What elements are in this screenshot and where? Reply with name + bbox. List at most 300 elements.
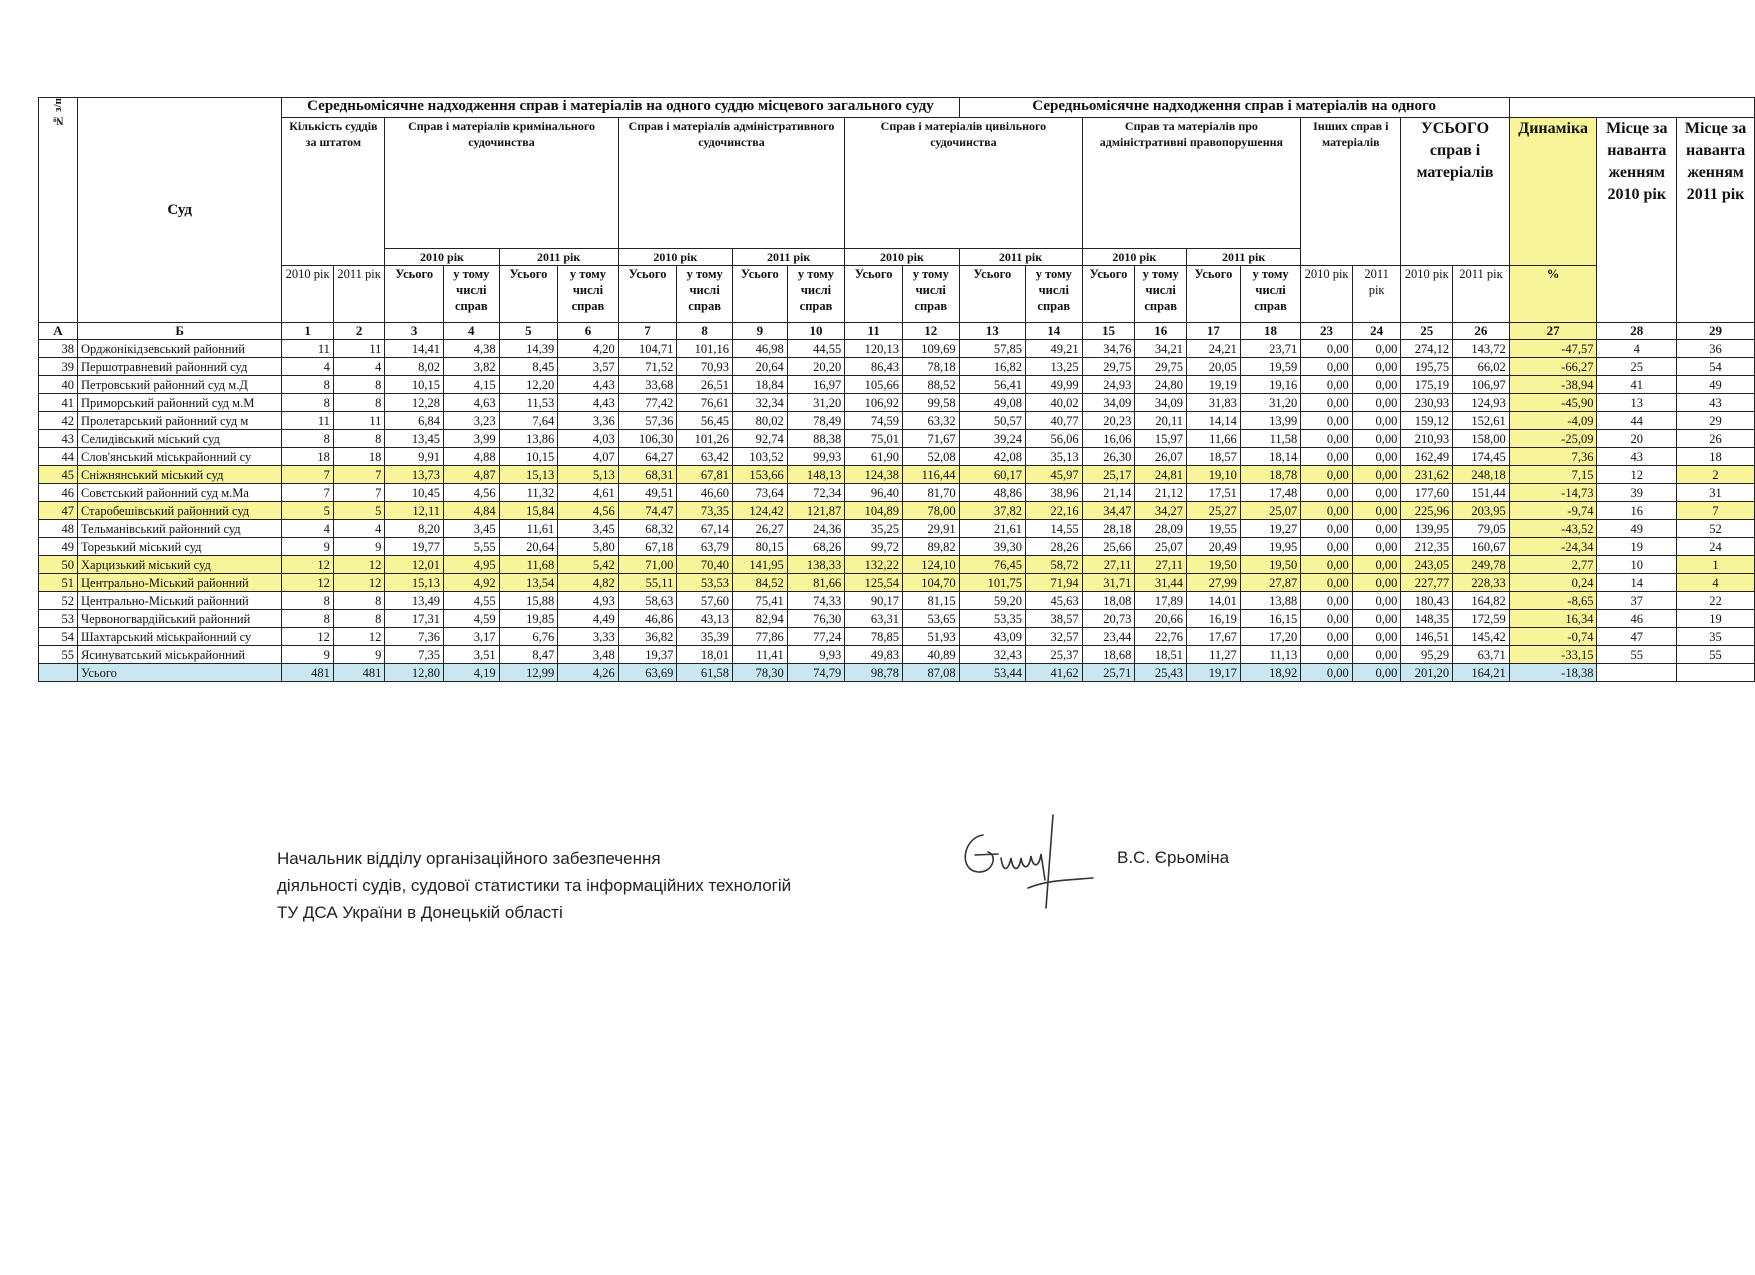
value-cell: 0,00 <box>1301 628 1353 646</box>
row-number: 38 <box>39 340 78 358</box>
value-cell: 101,26 <box>677 430 733 448</box>
value-cell: 274,12 <box>1401 340 1453 358</box>
column-number: 6 <box>558 323 618 340</box>
value-cell: 146,51 <box>1401 628 1453 646</box>
value-cell: 29,75 <box>1135 358 1187 376</box>
value-cell: 51,93 <box>902 628 959 646</box>
value-cell: 68,26 <box>787 538 845 556</box>
value-cell: 27,99 <box>1187 574 1241 592</box>
place-2010-cell: 12 <box>1597 466 1677 484</box>
value-cell: 57,60 <box>677 592 733 610</box>
total-row <box>39 664 1755 682</box>
value-cell: 0,00 <box>1352 466 1401 484</box>
value-cell: 35,13 <box>1026 448 1083 466</box>
column-number: 27 <box>1509 323 1597 340</box>
value-cell: 4,56 <box>558 502 618 520</box>
value-cell: 3,82 <box>444 358 500 376</box>
judges-2010: 12 <box>282 574 334 592</box>
value-cell: 152,61 <box>1453 412 1510 430</box>
value-cell: 8,02 <box>385 358 444 376</box>
footer-line-2: діяльності судів, судової статистики та інформаційних технологій <box>277 876 792 895</box>
table-row <box>39 358 1755 376</box>
value-cell: 96,40 <box>845 484 903 502</box>
value-cell: 31,83 <box>1187 394 1241 412</box>
civil-header: Справ і матеріалів цивільного судочинства <box>845 118 1082 249</box>
value-cell: 0,00 <box>1301 484 1353 502</box>
column-number: 2 <box>333 323 384 340</box>
value-cell: 4,15 <box>444 376 500 394</box>
row-number: 44 <box>39 448 78 466</box>
sub-incl: у тому числі справ <box>1026 266 1083 323</box>
place-2010-cell: 55 <box>1597 646 1677 664</box>
sub-all: Усього <box>959 266 1025 323</box>
value-cell: 12,28 <box>385 394 444 412</box>
value-cell: 12,99 <box>499 664 558 682</box>
value-cell: 4,92 <box>444 574 500 592</box>
judges-2010: 8 <box>282 610 334 628</box>
row-number: 52 <box>39 592 78 610</box>
judges-2011: 8 <box>333 376 384 394</box>
value-cell: 68,32 <box>618 520 677 538</box>
value-cell: 20,64 <box>732 358 787 376</box>
value-cell: 58,63 <box>618 592 677 610</box>
dynamics-cell: -43,52 <box>1509 520 1597 538</box>
value-cell: 20,11 <box>1135 412 1187 430</box>
value-cell: 38,96 <box>1026 484 1083 502</box>
court-name: Старобешівський районний суд <box>78 502 282 520</box>
value-cell: 11,41 <box>732 646 787 664</box>
value-cell: 71,67 <box>902 430 959 448</box>
year-2011: 2011 рік <box>499 249 618 266</box>
value-cell: 4,59 <box>444 610 500 628</box>
dynamics-cell: 16,34 <box>1509 610 1597 628</box>
column-number: 26 <box>1453 323 1510 340</box>
table-row <box>39 520 1755 538</box>
value-cell: 95,29 <box>1401 646 1453 664</box>
court-name: Першотравневий районний суд <box>78 358 282 376</box>
value-cell: 76,30 <box>787 610 845 628</box>
place-2011-cell: 19 <box>1677 610 1755 628</box>
value-cell: 16,15 <box>1240 610 1300 628</box>
value-cell: 45,63 <box>1026 592 1083 610</box>
value-cell: 20,49 <box>1187 538 1241 556</box>
value-cell: 11,68 <box>499 556 558 574</box>
value-cell: 99,58 <box>902 394 959 412</box>
value-cell: 0,00 <box>1352 502 1401 520</box>
value-cell: 20,05 <box>1187 358 1241 376</box>
value-cell: 73,35 <box>677 502 733 520</box>
place-2011-cell: 1 <box>1677 556 1755 574</box>
table-row <box>39 430 1755 448</box>
value-cell: 25,17 <box>1082 466 1135 484</box>
value-cell: 195,75 <box>1401 358 1453 376</box>
value-cell: 61,90 <box>845 448 903 466</box>
value-cell: 116,44 <box>902 466 959 484</box>
criminal-header: Справ і матеріалів кримінального судочинства <box>385 118 618 249</box>
table-row <box>39 484 1755 502</box>
column-number: 5 <box>499 323 558 340</box>
place-2011-cell: 22 <box>1677 592 1755 610</box>
judges-2011: 11 <box>333 412 384 430</box>
value-cell: 0,00 <box>1352 412 1401 430</box>
judges-2011: 8 <box>333 592 384 610</box>
place-2010-cell: 44 <box>1597 412 1677 430</box>
value-cell: 78,85 <box>845 628 903 646</box>
value-cell: 0,00 <box>1301 502 1353 520</box>
value-cell: 23,44 <box>1082 628 1135 646</box>
value-cell: 4,03 <box>558 430 618 448</box>
court-name: Петровський районний суд м.Д <box>78 376 282 394</box>
value-cell: 31,20 <box>787 394 845 412</box>
value-cell: 63,69 <box>618 664 677 682</box>
value-cell: 19,55 <box>1187 520 1241 538</box>
value-cell: 28,09 <box>1135 520 1187 538</box>
row-number: 55 <box>39 646 78 664</box>
place-2010-cell: 41 <box>1597 376 1677 394</box>
value-cell: 45,97 <box>1026 466 1083 484</box>
value-cell: 5,80 <box>558 538 618 556</box>
place-2011-cell: 55 <box>1677 646 1755 664</box>
court-name: Шахтарський міськрайонний су <box>78 628 282 646</box>
place-2011-header: Місце за наванта женням 2011 рік <box>1677 118 1755 323</box>
table-row <box>39 466 1755 484</box>
value-cell: 159,12 <box>1401 412 1453 430</box>
value-cell: 19,27 <box>1240 520 1300 538</box>
value-cell: 7,36 <box>385 628 444 646</box>
value-cell: 77,42 <box>618 394 677 412</box>
judges-2010: 4 <box>282 520 334 538</box>
sub-all: Усього <box>499 266 558 323</box>
value-cell: 25,43 <box>1135 664 1187 682</box>
table-row <box>39 574 1755 592</box>
value-cell: 0,00 <box>1352 394 1401 412</box>
value-cell: 10,45 <box>385 484 444 502</box>
value-cell: 24,80 <box>1135 376 1187 394</box>
dynamics-cell: 7,15 <box>1509 466 1597 484</box>
value-cell: 78,49 <box>787 412 845 430</box>
sub-all: Усього <box>845 266 903 323</box>
group-header-right: Середньомісячне надходження справ і матеріалів на одного <box>959 98 1509 118</box>
value-cell: 33,68 <box>618 376 677 394</box>
sub-year-2010: 2010 рік <box>282 266 334 323</box>
value-cell: 132,22 <box>845 556 903 574</box>
year-2010: 2010 рік <box>618 249 732 266</box>
value-cell: 74,47 <box>618 502 677 520</box>
value-cell: 20,23 <box>1082 412 1135 430</box>
column-number: А <box>39 323 78 340</box>
value-cell: 10,15 <box>385 376 444 394</box>
value-cell: 4,19 <box>444 664 500 682</box>
value-cell: 70,40 <box>677 556 733 574</box>
other-header: Інших справ і матеріалів <box>1301 118 1401 266</box>
value-cell: 0,00 <box>1301 340 1353 358</box>
percent-label: % <box>1509 266 1597 323</box>
value-cell: 11,58 <box>1240 430 1300 448</box>
value-cell: 4,07 <box>558 448 618 466</box>
value-cell: 151,44 <box>1453 484 1510 502</box>
value-cell: 18,68 <box>1082 646 1135 664</box>
value-cell: 19,59 <box>1240 358 1300 376</box>
value-cell: 53,44 <box>959 664 1025 682</box>
column-number-row <box>39 323 1755 340</box>
place-2010-cell: 20 <box>1597 430 1677 448</box>
total-label: Усього <box>78 664 282 682</box>
value-cell: 24,36 <box>787 520 845 538</box>
value-cell: 53,35 <box>959 610 1025 628</box>
row-number: 50 <box>39 556 78 574</box>
value-cell: 27,87 <box>1240 574 1300 592</box>
judges-2011: 18 <box>333 448 384 466</box>
value-cell: 64,27 <box>618 448 677 466</box>
court-name: Орджонікідзевський районний <box>78 340 282 358</box>
offenses-header: Справ та матеріалів про адміністративні правопорушення <box>1082 118 1301 249</box>
value-cell: 14,55 <box>1026 520 1083 538</box>
column-number: 29 <box>1677 323 1755 340</box>
sub-incl: у тому числі справ <box>1135 266 1187 323</box>
value-cell: 249,78 <box>1453 556 1510 574</box>
value-cell: 4,95 <box>444 556 500 574</box>
judges-2011: 4 <box>333 520 384 538</box>
value-cell: 48,86 <box>959 484 1025 502</box>
column-number: 24 <box>1352 323 1401 340</box>
value-cell: 104,89 <box>845 502 903 520</box>
judges-2010: 7 <box>282 484 334 502</box>
value-cell: 29,91 <box>902 520 959 538</box>
value-cell: 0,00 <box>1352 430 1401 448</box>
value-cell: 32,57 <box>1026 628 1083 646</box>
value-cell: 141,95 <box>732 556 787 574</box>
value-cell: 17,48 <box>1240 484 1300 502</box>
value-cell: 88,52 <box>902 376 959 394</box>
dynamics-cell: -38,94 <box>1509 376 1597 394</box>
value-cell: 3,33 <box>558 628 618 646</box>
value-cell: 227,77 <box>1401 574 1453 592</box>
value-cell: 4,26 <box>558 664 618 682</box>
judges-2010: 12 <box>282 556 334 574</box>
judges-header: Кількість суддів за штатом <box>282 118 385 266</box>
place-2011-cell: 18 <box>1677 448 1755 466</box>
value-cell: 71,52 <box>618 358 677 376</box>
value-cell: 90,17 <box>845 592 903 610</box>
footer-block <box>277 845 791 926</box>
value-cell: 74,33 <box>787 592 845 610</box>
value-cell: 78,00 <box>902 502 959 520</box>
value-cell: 3,99 <box>444 430 500 448</box>
value-cell: 50,57 <box>959 412 1025 430</box>
dynamics-cell: 0,24 <box>1509 574 1597 592</box>
sub-incl: у тому числі справ <box>902 266 959 323</box>
row-number: 53 <box>39 610 78 628</box>
value-cell: 34,47 <box>1082 502 1135 520</box>
value-cell: 24,93 <box>1082 376 1135 394</box>
value-cell: 92,74 <box>732 430 787 448</box>
dynamics-cell: -0,74 <box>1509 628 1597 646</box>
value-cell: 4,82 <box>558 574 618 592</box>
value-cell: 4,56 <box>444 484 500 502</box>
value-cell: 0,00 <box>1301 430 1353 448</box>
value-cell: 14,01 <box>1187 592 1241 610</box>
value-cell: 0,00 <box>1301 394 1353 412</box>
place-2010-cell: 10 <box>1597 556 1677 574</box>
dynamics-cell: -24,34 <box>1509 538 1597 556</box>
col-number-header: № з/п <box>39 98 78 323</box>
value-cell: 0,00 <box>1352 538 1401 556</box>
value-cell: 103,52 <box>732 448 787 466</box>
value-cell: 0,00 <box>1352 664 1401 682</box>
value-cell: 39,24 <box>959 430 1025 448</box>
value-cell: 9,91 <box>385 448 444 466</box>
table-row <box>39 538 1755 556</box>
value-cell: 13,54 <box>499 574 558 592</box>
table-row <box>39 592 1755 610</box>
value-cell: 79,05 <box>1453 520 1510 538</box>
value-cell: 18,08 <box>1082 592 1135 610</box>
row-number: 51 <box>39 574 78 592</box>
judges-2011: 7 <box>333 466 384 484</box>
column-number: 10 <box>787 323 845 340</box>
place-2011-cell: 52 <box>1677 520 1755 538</box>
value-cell: 10,15 <box>499 448 558 466</box>
value-cell: 57,36 <box>618 412 677 430</box>
value-cell: 81,15 <box>902 592 959 610</box>
value-cell: 43,09 <box>959 628 1025 646</box>
signature-image <box>953 810 1103 910</box>
value-cell: 61,58 <box>677 664 733 682</box>
dynamics-cell: 2,77 <box>1509 556 1597 574</box>
value-cell: 20,66 <box>1135 610 1187 628</box>
value-cell: 80,02 <box>732 412 787 430</box>
value-cell: 0,00 <box>1352 628 1401 646</box>
value-cell: 26,30 <box>1082 448 1135 466</box>
value-cell: 4,49 <box>558 610 618 628</box>
value-cell: 82,94 <box>732 610 787 628</box>
column-number: 3 <box>385 323 444 340</box>
place-2011-cell: 31 <box>1677 484 1755 502</box>
value-cell: 74,59 <box>845 412 903 430</box>
value-cell: 19,19 <box>1187 376 1241 394</box>
value-cell: 0,00 <box>1301 520 1353 538</box>
value-cell: 27,11 <box>1082 556 1135 574</box>
column-number: 1 <box>282 323 334 340</box>
place-2011-cell: 26 <box>1677 430 1755 448</box>
value-cell: 11,53 <box>499 394 558 412</box>
place-2011-cell: 36 <box>1677 340 1755 358</box>
judges-2010: 9 <box>282 646 334 664</box>
value-cell: 28,18 <box>1082 520 1135 538</box>
value-cell: 19,77 <box>385 538 444 556</box>
value-cell: 13,86 <box>499 430 558 448</box>
value-cell: 46,86 <box>618 610 677 628</box>
sub-incl: у тому числі справ <box>677 266 733 323</box>
value-cell: 0,00 <box>1352 358 1401 376</box>
value-cell: 22,16 <box>1026 502 1083 520</box>
value-cell: 4,38 <box>444 340 500 358</box>
place-2010-cell <box>1597 664 1677 682</box>
value-cell: 0,00 <box>1301 646 1353 664</box>
value-cell: 16,19 <box>1187 610 1241 628</box>
value-cell: 98,78 <box>845 664 903 682</box>
value-cell: 13,49 <box>385 592 444 610</box>
value-cell: 71,00 <box>618 556 677 574</box>
value-cell: 19,17 <box>1187 664 1241 682</box>
table-body <box>39 340 1755 682</box>
sub-all: Усього <box>1187 266 1241 323</box>
column-number: Б <box>78 323 282 340</box>
value-cell: 106,97 <box>1453 376 1510 394</box>
value-cell: 15,88 <box>499 592 558 610</box>
value-cell: 26,51 <box>677 376 733 394</box>
value-cell: 63,31 <box>845 610 903 628</box>
judges-2011: 8 <box>333 394 384 412</box>
total-header: УСЬОГО справ і матеріалів <box>1401 118 1509 266</box>
row-number: 48 <box>39 520 78 538</box>
judges-2011: 8 <box>333 430 384 448</box>
sub-all: Усього <box>618 266 677 323</box>
value-cell: 13,45 <box>385 430 444 448</box>
value-cell: 145,42 <box>1453 628 1510 646</box>
dynamics-cell: -8,65 <box>1509 592 1597 610</box>
value-cell: 20,64 <box>499 538 558 556</box>
table-row <box>39 376 1755 394</box>
value-cell: 0,00 <box>1301 574 1353 592</box>
value-cell: 49,51 <box>618 484 677 502</box>
value-cell: 41,62 <box>1026 664 1083 682</box>
value-cell: 14,39 <box>499 340 558 358</box>
value-cell: 17,31 <box>385 610 444 628</box>
signer-name: В.С. Єрьоміна <box>1117 848 1230 867</box>
value-cell: 68,31 <box>618 466 677 484</box>
place-2010-cell: 16 <box>1597 502 1677 520</box>
judges-2011: 9 <box>333 646 384 664</box>
value-cell: 99,72 <box>845 538 903 556</box>
value-cell: 124,38 <box>845 466 903 484</box>
table-row <box>39 646 1755 664</box>
court-name: Селидівський міський суд <box>78 430 282 448</box>
value-cell: 228,33 <box>1453 574 1510 592</box>
value-cell: 25,07 <box>1240 502 1300 520</box>
value-cell: 5,55 <box>444 538 500 556</box>
place-2010-cell: 13 <box>1597 394 1677 412</box>
judges-2011: 481 <box>333 664 384 682</box>
column-number: 17 <box>1187 323 1241 340</box>
value-cell: 29,75 <box>1082 358 1135 376</box>
value-cell: 74,79 <box>787 664 845 682</box>
value-cell: 84,52 <box>732 574 787 592</box>
value-cell: 40,89 <box>902 646 959 664</box>
value-cell: 26,27 <box>732 520 787 538</box>
court-name: Харцизький міський суд <box>78 556 282 574</box>
value-cell: 63,32 <box>902 412 959 430</box>
judges-2011: 12 <box>333 574 384 592</box>
value-cell: 0,00 <box>1301 358 1353 376</box>
value-cell: 19,16 <box>1240 376 1300 394</box>
column-number: 23 <box>1301 323 1353 340</box>
place-2010-cell: 43 <box>1597 448 1677 466</box>
row-number: 45 <box>39 466 78 484</box>
value-cell: 3,45 <box>558 520 618 538</box>
value-cell: 203,95 <box>1453 502 1510 520</box>
column-number: 11 <box>845 323 903 340</box>
value-cell: 75,01 <box>845 430 903 448</box>
dynamics-cell: -66,27 <box>1509 358 1597 376</box>
sub-year-2011: 2011 рік <box>333 266 384 323</box>
value-cell: 3,57 <box>558 358 618 376</box>
value-cell: 0,00 <box>1301 664 1353 682</box>
value-cell: 7,64 <box>499 412 558 430</box>
value-cell: 26,07 <box>1135 448 1187 466</box>
value-cell: 231,62 <box>1401 466 1453 484</box>
value-cell: 20,73 <box>1082 610 1135 628</box>
